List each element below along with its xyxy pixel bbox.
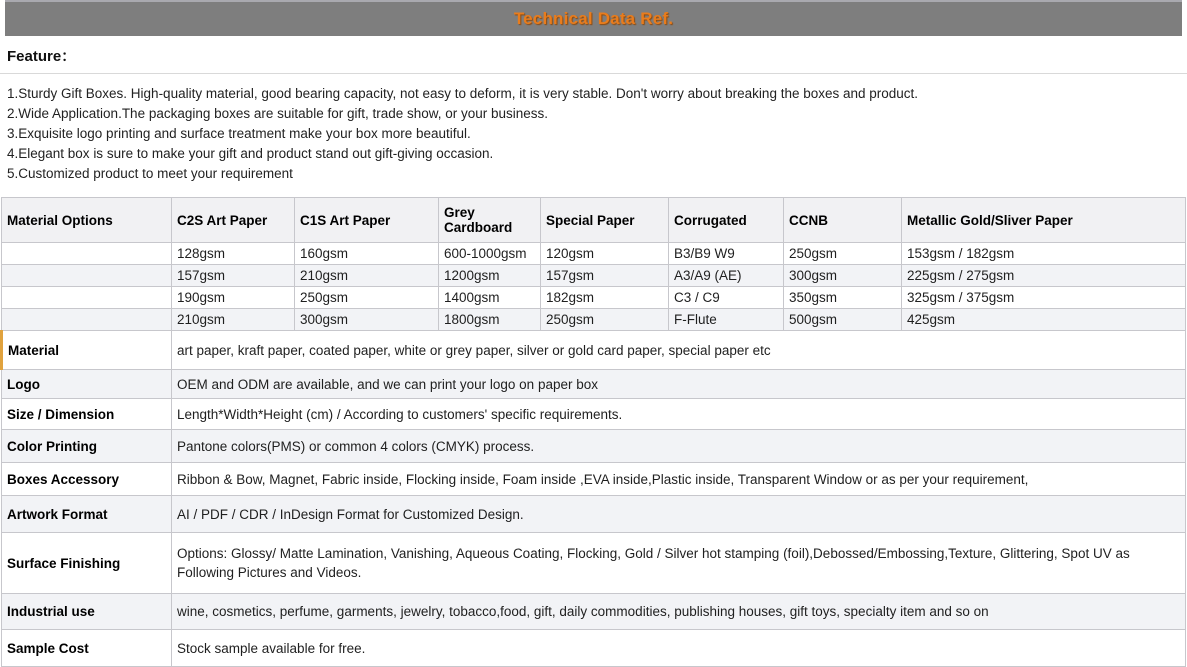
detail-row-label: Color Printing	[2, 430, 172, 463]
spec-table-body	[2, 243, 1186, 667]
spec-cell: 300gsm	[295, 309, 439, 331]
spec-cell: A3/A9 (AE)	[669, 265, 784, 287]
spec-cell: 1200gsm	[439, 265, 541, 287]
spec-cell	[2, 265, 172, 287]
gsm-row	[2, 243, 1186, 265]
spec-table	[0, 197, 1186, 667]
detail-row-value: Ribbon & Bow, Magnet, Fabric inside, Flocking inside, Foam inside ,EVA inside,Plastic inside, Transparent Window or as per your requirement,	[172, 463, 1186, 496]
detail-row-value: Pantone colors(PMS) or common 4 colors (CMYK) process.	[172, 430, 1186, 463]
spec-cell: 210gsm	[172, 309, 295, 331]
spec-header-cell: Corrugated	[669, 198, 784, 243]
spec-cell: 600-1000gsm	[439, 243, 541, 265]
spec-header-cell: Metallic Gold/Sliver Paper	[902, 198, 1186, 243]
detail-row-value: Stock sample available for free.	[172, 630, 1186, 667]
spec-cell: 325gsm / 375gsm	[902, 287, 1186, 309]
spec-cell: 350gsm	[784, 287, 902, 309]
gsm-row	[2, 287, 1186, 309]
detail-row-label: Logo	[2, 370, 172, 399]
spec-header-cell: Grey Cardboard	[439, 198, 541, 243]
feature-list	[0, 74, 1187, 190]
detail-row-label: Surface Finishing	[2, 533, 172, 594]
spec-cell: F-Flute	[669, 309, 784, 331]
spec-cell: 500gsm	[784, 309, 902, 331]
detail-row-value: AI / PDF / CDR / InDesign Format for Customized Design.	[172, 496, 1186, 533]
spec-cell: 120gsm	[541, 243, 669, 265]
spec-header-cell: CCNB	[784, 198, 902, 243]
feature-heading: Feature：	[0, 36, 1187, 74]
spec-cell: 153gsm / 182gsm	[902, 243, 1186, 265]
spec-cell: 1800gsm	[439, 309, 541, 331]
gsm-row	[2, 265, 1186, 287]
feature-item: 2.Wide Application.The packaging boxes are suitable for gift, trade show, or your business.	[7, 106, 549, 121]
feature-item: 5.Customized product to meet your requirement	[7, 166, 293, 181]
detail-row-label: Boxes Accessory	[2, 463, 172, 496]
detail-row-value: art paper, kraft paper, coated paper, white or grey paper, silver or gold card paper, special paper etc	[172, 331, 1186, 370]
detail-row-label: Size / Dimension	[2, 399, 172, 430]
spec-cell	[2, 243, 172, 265]
spec-cell: 157gsm	[541, 265, 669, 287]
detail-row	[2, 496, 1186, 533]
spec-cell: 250gsm	[541, 309, 669, 331]
detail-row-label: Artwork Format	[2, 496, 172, 533]
spec-cell: 225gsm / 275gsm	[902, 265, 1186, 287]
detail-row	[2, 331, 1186, 370]
spec-cell: 160gsm	[295, 243, 439, 265]
spec-header-cell: C1S Art Paper	[295, 198, 439, 243]
detail-row	[2, 594, 1186, 630]
detail-row	[2, 630, 1186, 667]
detail-row-label: Industrial use	[2, 594, 172, 630]
feature-item: 1.Sturdy Gift Boxes. High-quality material, good bearing capacity, not easy to deform, it is very stable. Don't worry about breaking the boxes and product.	[7, 86, 919, 101]
detail-row	[2, 463, 1186, 496]
spec-cell: 182gsm	[541, 287, 669, 309]
detail-row-value: Length*Width*Height (cm) / According to customers' specific requirements.	[172, 399, 1186, 430]
spec-cell: 425gsm	[902, 309, 1186, 331]
feature-item: 3.Exquisite logo printing and surface treatment make your box more beautiful.	[7, 126, 471, 141]
spec-cell: 190gsm	[172, 287, 295, 309]
detail-row-value: Options: Glossy/ Matte Lamination, Vanishing, Aqueous Coating, Flocking, Gold / Silver hot stamping (foil),Debossed/Embossing,Texture, Glittering, Spot UV as Following Pictures and Videos.	[172, 533, 1186, 594]
spec-cell: B3/B9 W9	[669, 243, 784, 265]
spec-cell: 300gsm	[784, 265, 902, 287]
detail-row	[2, 430, 1186, 463]
detail-row-label: Material	[2, 331, 172, 370]
spec-cell: 1400gsm	[439, 287, 541, 309]
spec-header-cell: C2S Art Paper	[172, 198, 295, 243]
spec-cell: 210gsm	[295, 265, 439, 287]
spec-cell	[2, 287, 172, 309]
title-bar	[5, 0, 1182, 36]
spec-cell: 128gsm	[172, 243, 295, 265]
spec-header-cell: Special Paper	[541, 198, 669, 243]
spec-cell: 250gsm	[295, 287, 439, 309]
spec-header-row	[2, 198, 1186, 243]
detail-row	[2, 533, 1186, 594]
detail-row-value: wine, cosmetics, perfume, garments, jewelry, tobacco,food, gift, daily commodities, publishing houses, gift toys, specialty item and so on	[172, 594, 1186, 630]
detail-row	[2, 399, 1186, 430]
feature-item: 4.Elegant box is sure to make your gift and product stand out gift-giving occasion.	[7, 146, 494, 161]
spec-cell	[2, 309, 172, 331]
gsm-row	[2, 309, 1186, 331]
detail-row	[2, 370, 1186, 399]
spec-cell: C3 / C9	[669, 287, 784, 309]
spec-cell: 250gsm	[784, 243, 902, 265]
detail-row-label: Sample Cost	[2, 630, 172, 667]
spec-cell: 157gsm	[172, 265, 295, 287]
page-title: Technical Data Ref.	[513, 9, 674, 28]
spec-header-cell: Material Options	[2, 198, 172, 243]
detail-row-value: OEM and ODM are available, and we can print your logo on paper box	[172, 370, 1186, 399]
